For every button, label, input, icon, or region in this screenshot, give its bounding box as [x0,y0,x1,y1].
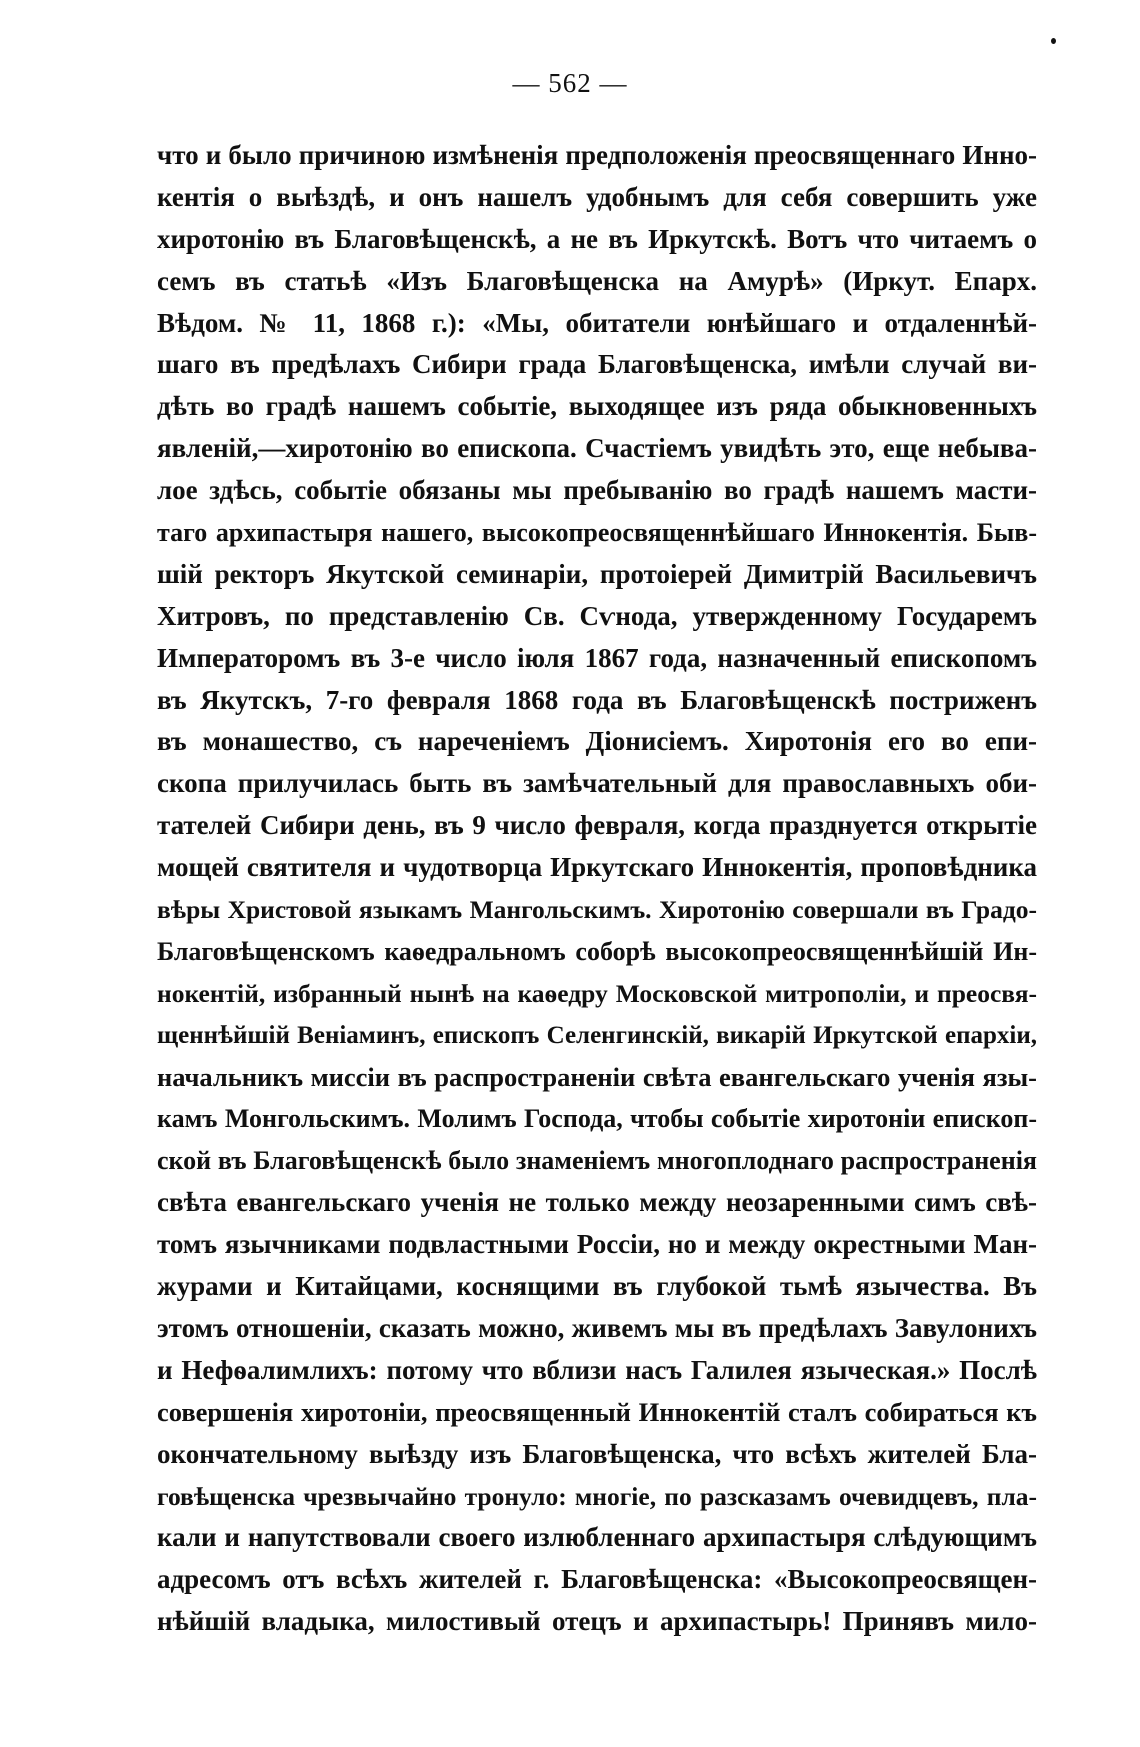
text-line: явленій,—хиротонію во епископа. Счастіемъ увидѣть это, еще небыва- [157,433,1037,464]
text-line: окончательному выѣзду изъ Благовѣщенска, что всѣхъ жителей Бла- [157,1438,1037,1469]
ink-speck [1051,38,1056,44]
text-line: журами и Китайцами, коснящими въ глубокой тьмѣ язычества. Въ [157,1271,1037,1302]
text-line: тателей Сибири день, въ 9 число февраля, когда празднуется открытіе [157,810,1037,841]
text-line: дѣть во градѣ нашемъ событіе, выходящее изъ ряда обыкновенныхъ [157,391,1037,422]
text-line: таго архипастыря нашего, высокопреосвященнѣйшаго Иннокентія. Быв- [157,518,1037,548]
text-line: въ монашество, съ нареченіемъ Діонисіемъ. Хиротонія его во епи- [157,726,1037,757]
text-line: щеннѣйшій Веніаминъ, епископъ Селенгинскій, викарій Иркутской епархіи, [157,1021,1037,1049]
text-line: лое здѣсь, событіе обязаны мы пребыванію во градѣ нашемъ масти- [157,475,1037,506]
text-line: этомъ отношеніи, сказать можно, живемъ мы въ предѣлахъ Завулонихъ [157,1312,1037,1343]
text-line: томъ язычниками подвластными Россіи, но и между окрестными Ман- [157,1229,1037,1260]
text-line: Императоромъ въ 3-е число іюля 1867 года, назначенный епископомъ [157,642,1037,673]
page-number: — 562 — [512,68,628,98]
text-line: кентія о выѣздѣ, и онъ нашелъ удобнымъ для себя совершить уже [157,181,1037,212]
text-line: хиротонію въ Благовѣщенскѣ, а не въ Иркутскѣ. Вотъ что читаемъ о [157,223,1037,254]
text-line: начальникъ миссіи въ распространеніи свѣта евангельскаго ученія язы- [157,1061,1037,1092]
text-line: Вѣдом. № 11, 1868 г.): «Мы, обитатели юнѣйшаго и отдаленнѣй- [157,307,1037,338]
text-line: вѣры Христовой языкамъ Мангольскимъ. Хиротонію совершали въ Градо- [157,895,1037,925]
text-line: семъ въ статьѣ «Изъ Благовѣщенска на Амурѣ» (Иркут. Епарх. [157,265,1037,296]
text-line: камъ Монгольскимъ. Молимъ Господа, чтобы событіе хиротоніи епископ- [157,1104,1037,1134]
text-line: совершенія хиротоніи, преосвященный Иннокентій сталъ собираться къ [157,1396,1037,1427]
text-line: кали и напутствовали своего излюбленнаго архипастыря слѣдующимъ [157,1522,1037,1553]
text-line: мощей святителя и чудотворца Иркутскаго Иннокентія, проповѣдника [157,852,1037,883]
text-line: Хитровъ, по представленію Св. Сѵнода, утвержденному Государемъ [157,600,1037,631]
text-line: нѣйшій владыка, милостивый отецъ и архипастырь! Принявъ мило- [157,1606,1037,1637]
text-line: шаго въ предѣлахъ Сибири града Благовѣщенска, имѣли случай ви- [157,349,1037,380]
body-text [157,135,1037,1643]
text-line: свѣта евангельскаго ученія не только между неозаренными симъ свѣ- [157,1187,1037,1218]
text-line: говѣщенска чрезвычайно тронуло: многіе, по разсказамъ очевидцевъ, пла- [157,1481,1037,1511]
text-line: въ Якутскъ, 7-го февраля 1868 года въ Благовѣщенскѣ постриженъ [157,684,1037,715]
text-line: скопа прилучилась быть въ замѣчательный для православныхъ оби- [157,768,1037,799]
text-line: адресомъ отъ всѣхъ жителей г. Благовѣщенска: «Высокопреосвящен- [157,1564,1037,1595]
text-line: нокентій, избранный нынѣ на каѳедру Московской митрополіи, и преосвя- [157,978,1037,1008]
text-line: ской въ Благовѣщенскѣ было знаменіемъ многоплоднаго распространенія [157,1146,1037,1176]
text-line: Благовѣщенскомъ каѳедральномъ соборѣ высокопреосвященнѣйшій Ин- [157,936,1037,966]
text-line: что и было причиною измѣненія предположенія преосвященнаго Инно- [157,140,1037,170]
text-line: и Нефѳалимлихъ: потому что вблизи насъ Галилея языческая.» Послѣ [157,1354,1037,1385]
text-line: шій ректоръ Якутской семинаріи, протоіерей Димитрій Васильевичъ [157,558,1037,589]
